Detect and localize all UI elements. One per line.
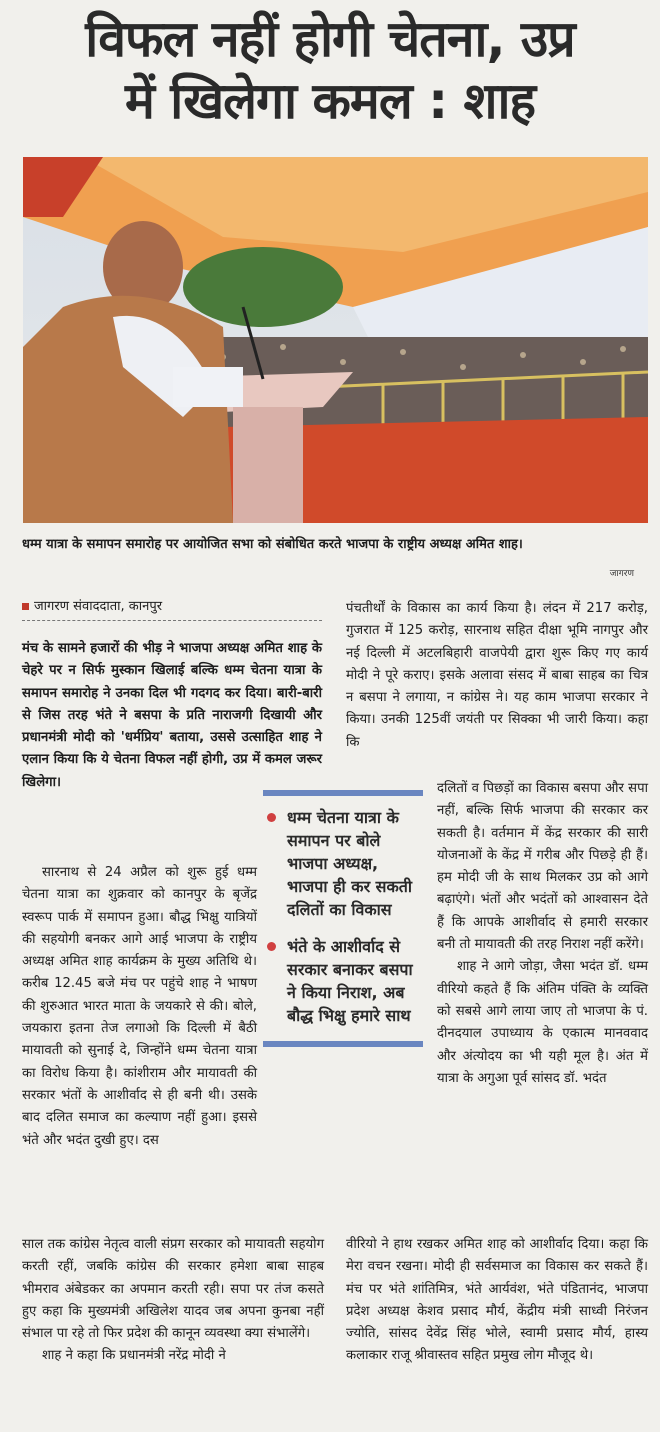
body-paragraph-col2-bottom: वीरियो ने हाथ रखकर अमित शाह को आशीर्वाद दिया। कहा कि मेरा वचन रखना। मोदी ही सर्वसमाज का विकास कर सकते हैं। मंच पर भंते शांतिमित्र, भंते आर्यवंश, भंते पंडितानंद, भाजपा प्रदेश अध्यक्ष केशव प्रसाद मौर्य, केंद्रीय मंत्री साध्वी निरंजन ज्योति, सांसद देवेंद्र सिंह भोले, स्वामी प्रसाद मौर्य, हास्य कलाकार राजू श्रीवास्तव सहित प्रमुख लोग मौजूद थे। — [346, 1237, 648, 1364]
pull-quote-bottom-bar — [263, 1041, 423, 1047]
photo-caption: धम्म यात्रा के समापन समारोह पर आयोजित सभा को संबोधित करते भाजपा के राष्ट्रीय अध्यक्ष अमित शाह। — [22, 537, 523, 552]
body-paragraph-col2-top: पंचतीर्थों के विकास का कार्य किया है। लंदन में 217 करोड़, गुजरात में 125 करोड़, सारनाथ सहित दीक्षा भूमि नागपुर और नई दिल्ली में अटलबिहारी वाजपेयी द्वारा शुरू किए गए कार्य मोदी ने पूरे कराए। इसके अलावा संसद में बाबा साहब का चित्र न बसपा ने लगाया, न कांग्रेस ने। यह काम भाजपा सरकार ने किया। उनकी 125वीं जयंती पर सिक्का भी जारी किया। कहा कि — [346, 601, 648, 750]
bullet-dot-icon — [267, 813, 276, 822]
column-2-narrow — [437, 778, 648, 1090]
body-paragraph-col2-mid: दलितों व पिछड़ों का विकास बसपा और सपा नहीं, बल्कि सिर्फ भाजपा की सरकार कर सकती है। वर्तमान में केंद्र सरकार की सारी योजनाओं के केंद्र में गरीब और पिछड़े ही हैं। हम मोदी जी के साथ मिलकर उप्र को आगे बढ़ाएंगे। भंतों और भदंतों को आश्वासन देते हैं कि आपके आशीर्वाद से हमारी सरकार बनी तो मायावती की तरह निराश नहीं करेंगे। — [437, 781, 648, 953]
body-paragraph-2: सारनाथ से 24 अप्रैल को शुरू हुई धम्म चेतना यात्रा का शुक्रवार को कानपुर के बृजेंद्र स्वरूप पार्क में समापन हुआ। बौद्ध भिक्षु यात्रियों की सहयोगी बनकर आगे आई भाजपा के राष्ट्रीय अध्यक्ष अमित शाह कार्यक्रम के मुख्य अतिथि थे। करीब 12.45 बजे मंच पर पहुंचे शाह ने भाषण की शुरुआत भारत माता के जयकारे से की। बोले, जयकारा इतना तेज लगाओ कि दिल्ली में बैठी मायावती को सुनाई दे, जिन्होंने धम्म चेतना यात्रा का विरोध किया है। कांशीराम और मायावती की सरकार भंतों के आशीर्वाद से ही बनी थी। उसके बाद दलित समाज का कल्याण नहीं हुआ। इससे भंते और भदंत दुखी हुए। दस — [22, 865, 257, 1148]
pull-quote-list — [263, 806, 423, 1027]
column-2-bottom — [346, 1234, 648, 1368]
bullet-dot-icon — [267, 942, 276, 951]
news-photo — [23, 157, 648, 523]
body-paragraph-col2-mid2: शाह ने आगे जोड़ा, जैसा भदंत डॉ. धम्म वीरियो कहते हैं कि अंतिम पंक्ति के व्यक्ति को सबसे आगे लाया जाए तो भाजपा के पं. दीनदयाल उपाध्याय के एकात्म मानववाद और अंत्योदय का भी यही मूल है। अंत में यात्रा के अगुआ पूर्व सांसद डॉ. भदंत — [437, 959, 648, 1086]
byline — [22, 598, 322, 616]
pull-quote-box — [263, 790, 423, 1047]
column-1-narrow — [22, 862, 257, 1152]
headline — [0, 8, 660, 132]
headline-line-2: में खिलेगा कमल : शाह — [124, 72, 536, 130]
headline-line-1: विफल नहीं होगी चेतना, उप्र — [85, 10, 575, 68]
body-paragraph-2b: साल तक कांग्रेस नेतृत्व वाली संप्रग सरकार को मायावती सहयोग करती रहीं, जबकि कांग्रेस की सरकार हमेशा बाबा साहब भीमराव अंबेडकर का अपमान करती रही। सपा पर तंज कसते हुए कहा कि मुख्यमंत्री अखिलेश यादव जब अपना कुनबा नहीं संभाल पा रहे तो फिर प्रदेश की कानून व्यवस्था क्या संभालेंगे। — [22, 1237, 324, 1342]
pull-quote-item: धम्म चेतना यात्रा के समापन पर बोले भाजपा अध्यक्ष, भाजपा ही कर सकती दलितों का विकास — [263, 806, 423, 921]
square-bullet-icon — [22, 603, 29, 610]
column-1-top — [22, 638, 322, 794]
lede-paragraph: मंच के सामने हजारों की भीड़ ने भाजपा अध्यक्ष अमित शाह के चेहरे पर न सिर्फ मुस्कान खिलाई बल्कि धम्म चेतना यात्रा के समापन समारोह ने उनका दिल भी गदगद कर दिया। बारी-बारी से जिस तरह भंते ने बसपा के प्रति नाराजगी दिखायी और प्रधानमंत्री मोदी को 'धर्मप्रिय' बताया, उससे उत्साहित शाह ने एलान किया कि ये चेतना विफल नहीं होगी, उप्र में कमल जरूर खिलेगा। — [22, 641, 322, 790]
column-2-top — [346, 598, 648, 754]
body-paragraph-3: शाह ने कहा कि प्रधानमंत्री नरेंद्र मोदी ने — [42, 1348, 226, 1364]
photo-speech-at-podium-icon — [23, 157, 648, 523]
column-1-bottom — [22, 1234, 324, 1368]
byline-rule — [22, 620, 322, 622]
pull-quote-item: भंते के आशीर्वाद से सरकार बनाकर बसपा ने किया निराश, अब बौद्ध भिक्षु हमारे साथ — [263, 935, 423, 1027]
byline-text: जागरण संवाददाता, कानपुर — [34, 599, 163, 614]
photo-credit: जागरण — [609, 569, 634, 579]
pull-quote-top-bar — [263, 790, 423, 796]
